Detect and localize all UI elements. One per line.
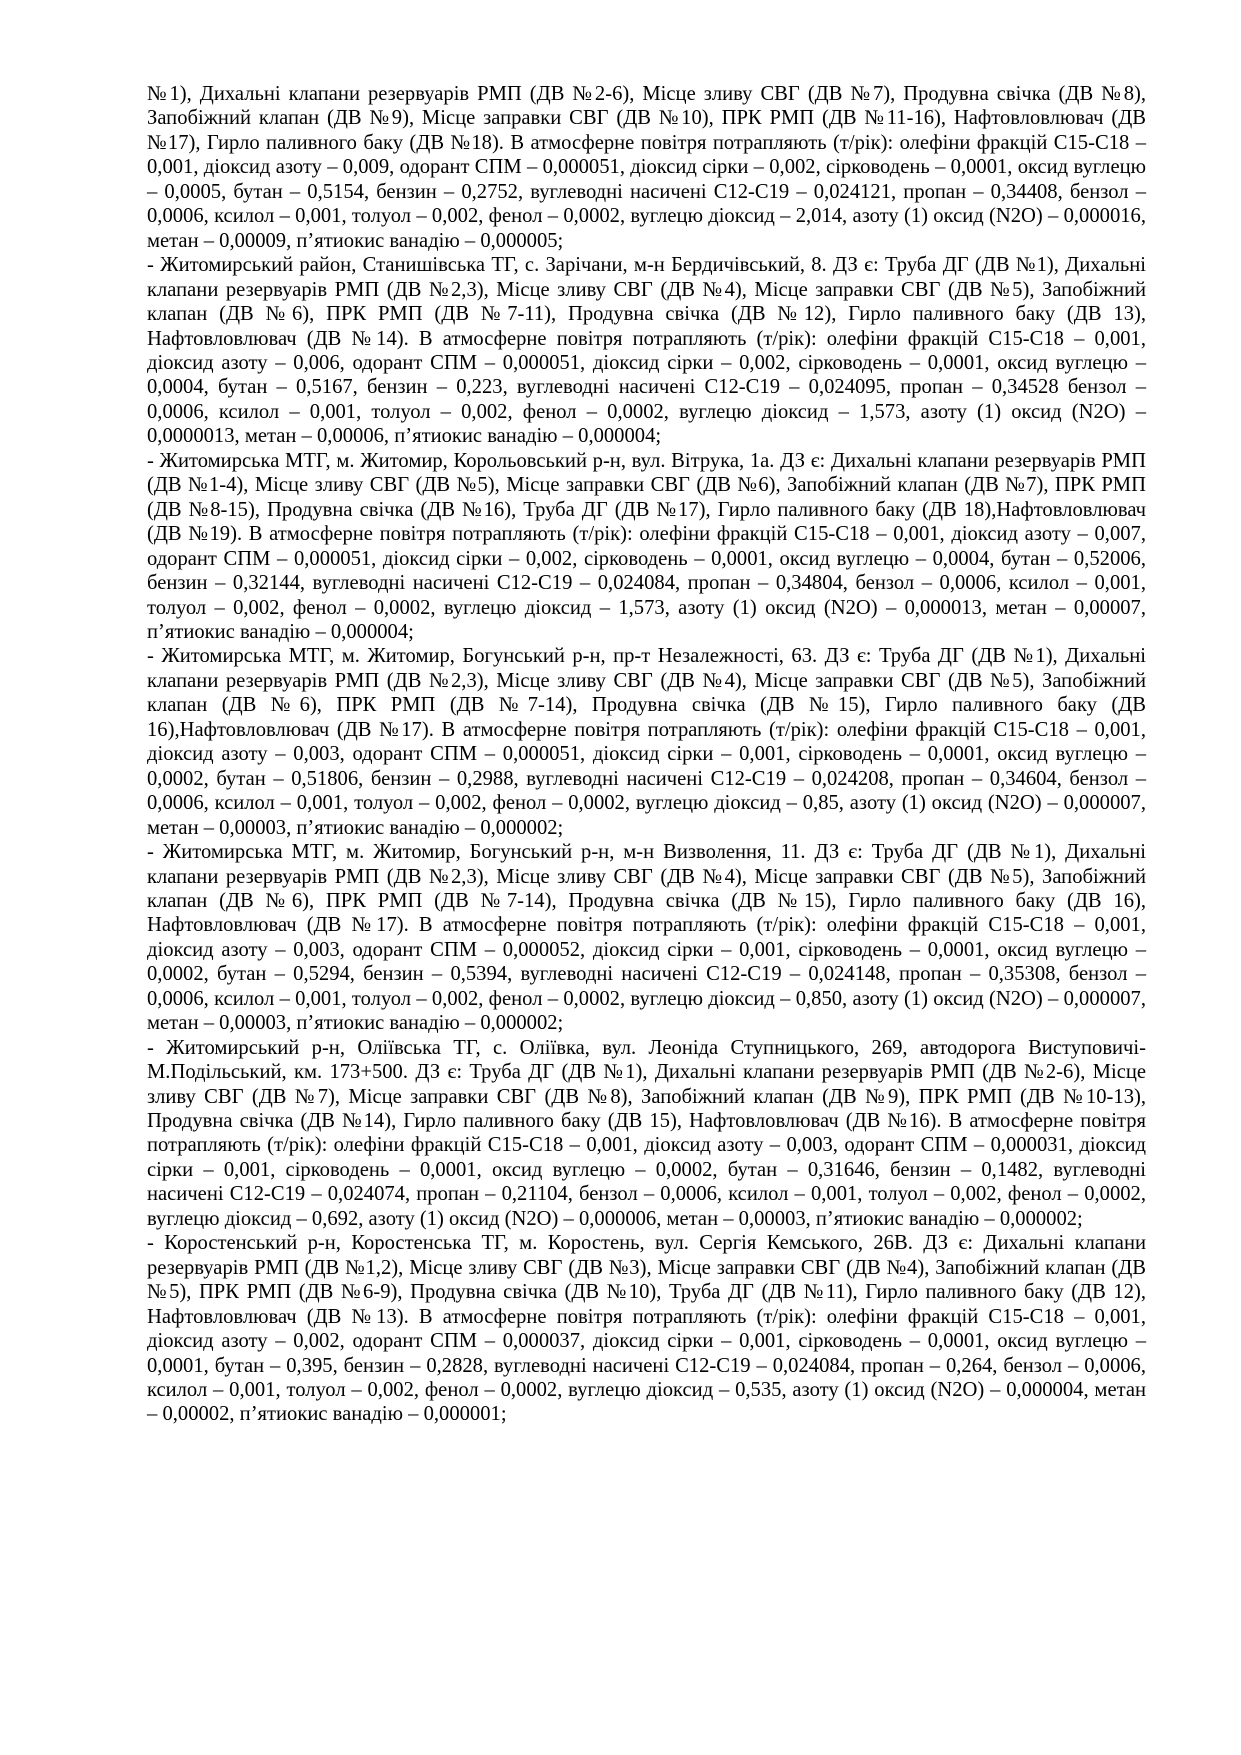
paragraph-korosten: - Коростенський р-н, Коростенська ТГ, м. Коростень, вул. Сергія Кемського, 26В. ДЗ є: Дихальні клапани резервуарів РМП (ДВ №1,2), Місце зливу СВГ (ДВ №3), Місце заправки СВГ (ДВ №4), Запобіжний клапан (ДВ №5), ПРК РМП (ДВ №6-9), Продувна свічка (ДВ №10), Труба ДГ (ДВ №11), Гирло паливного баку (ДВ 12), Нафтовловлювач (ДВ №13). В атмосферне повітря потрапляють (т/рік): олефіни фракцій С15-С18 – 0,001, діоксид азоту – 0,002, одорант СПМ – 0,000037, діоксид сірки – 0,001, сірководень – 0,0001, оксид вуглецю – 0,0001, бутан – 0,395, бензин – 0,2828, вуглеводні насичені С12-С19 – 0,024084, пропан – 0,264, бензол – 0,0006, ксилол – 0,001, толуол – 0,002, фенол – 0,0002, вуглецю діоксид – 0,535, азоту (1) оксид (N2O) – 0,000004, метан – 0,00002, п’ятиокис ванадію – 0,000001; bbox=[147, 1232, 1146, 1426]
paragraph-zarichany: - Житомирський район, Станишівська ТГ, с. Зарічани, м-н Бердичівський, 8. ДЗ є: Труба ДГ (ДВ №1), Дихальні клапани резервуарів РМП (ДВ №2,3), Місце зливу СВГ (ДВ №4), Місце заправки СВГ (ДВ №5), Запобіжний клапан (ДВ №6), ПРК РМП (ДВ №7-11), Продувна свічка (ДВ №12), Гирло паливного баку (ДВ 13), Нафтовловлювач (ДВ №14). В атмосферне повітря потрапляють (т/рік): олефіни фракцій С15-С18 – 0,001, діоксид азоту – 0,006, одорант СПМ – 0,000051, діоксид сірки – 0,002, сірководень – 0,0001, оксид вуглецю – 0,0004, бутан – 0,5167, бензин – 0,223, вуглеводні насичені С12-С19 – 0,024095, пропан – 0,34528 бензол – 0,0006, ксилол – 0,001, толуол – 0,002, фенол – 0,0002, вуглецю діоксид – 1,573, азоту (1) оксид (N2O) – 0,0000013, метан – 0,00006, п’ятиокис ванадію – 0,000004; bbox=[147, 254, 1146, 448]
paragraph-oliivka: - Житомирський р-н, Оліївська ТГ, с. Оліївка, вул. Леоніда Ступницького, 269, автодорога Виступовичі-М.Подільський, км. 173+500. ДЗ є: Труба ДГ (ДВ №1), Дихальні клапани резервуарів РМП (ДВ №2-6), Місце зливу СВГ (ДВ №7), Місце заправки СВГ (ДВ №8), Запобіжний клапан (ДВ №9), ПРК РМП (ДВ №10-13), Продувна свічка (ДВ №14), Гирло паливного баку (ДВ 15), Нафтовловлювач (ДВ №16). В атмосферне повітря потрапляють (т/рік): олефіни фракцій С15-С18 – 0,001, діоксид азоту – 0,003, одорант СПМ – 0,000031, діоксид сірки – 0,001, сірководень – 0,0001, оксид вуглецю – 0,0002, бутан – 0,31646, бензин – 0,1482, вуглеводні насичені С12-С19 – 0,024074, пропан – 0,21104, бензол – 0,0006, ксилол – 0,001, толуол – 0,002, фенол – 0,0002, вуглецю діоксид – 0,692, азоту (1) оксид (N2O) – 0,000006, метан – 0,00003, п’ятиокис ванадію – 0,000002; bbox=[147, 1036, 1146, 1230]
paragraph-vyzvolennia: - Житомирська МТГ, м. Житомир, Богунський р-н, м-н Визволення, 11. ДЗ є: Труба ДГ (ДВ №1), Дихальні клапани резервуарів РМП (ДВ №2,3), Місце зливу СВГ (ДВ №4), Місце заправки СВГ (ДВ №5), Запобіжний клапан (ДВ №6), ПРК РМП (ДВ №7-14), Продувна свічка (ДВ №15), Гирло паливного баку (ДВ 16), Нафтовловлювач (ДВ №17). В атмосферне повітря потрапляють (т/рік): олефіни фракцій С15-С18 – 0,001, діоксид азоту – 0,003, одорант СПМ – 0,000052, діоксид сірки – 0,001, сірководень – 0,0001, оксид вуглецю – 0,0002, бутан – 0,5294, бензин – 0,5394, вуглеводні насичені С12-С19 – 0,024148, пропан – 0,35308, бензол – 0,0006, ксилол – 0,001, толуол – 0,002, фенол – 0,0002, вуглецю діоксид – 0,850, азоту (1) оксид (N2O) – 0,000007, метан – 0,00003, п’ятиокис ванадію – 0,000002; bbox=[147, 841, 1146, 1035]
paragraph-continuation: №1), Дихальні клапани резервуарів РМП (ДВ №2-6), Місце зливу СВГ (ДВ №7), Продувна свічка (ДВ №8), Запобіжний клапан (ДВ №9), Місце заправки СВГ (ДВ №10), ПРК РМП (ДВ №11-16), Нафтовловлювач (ДВ №17), Гирло паливного баку (ДВ №18). В атмосферне повітря потрапляють (т/рік): олефіни фракцій С15-С18 – 0,001, діоксид азоту – 0,009, одорант СПМ – 0,000051, діоксид сірки – 0,002, сірководень – 0,0001, оксид вуглецю – 0,0005, бутан – 0,5154, бензин – 0,2752, вуглеводні насичені С12-С19 – 0,024121, пропан – 0,34408, бензол – 0,0006, ксилол – 0,001, толуол – 0,002, фенол – 0,0002, вуглецю діоксид – 2,014, азоту (1) оксид (N2O) – 0,000016, метан – 0,00009, п’ятиокис ванадію – 0,000005; bbox=[147, 83, 1146, 252]
document-page bbox=[147, 82, 1146, 1427]
paragraph-nezalezhnosti: - Житомирська МТГ, м. Житомир, Богунський р-н, пр-т Незалежності, 63. ДЗ є: Труба ДГ (ДВ №1), Дихальні клапани резервуарів РМП (ДВ №2,3), Місце зливу СВГ (ДВ №4), Місце заправки СВГ (ДВ №5), Запобіжний клапан (ДВ №6), ПРК РМП (ДВ №7-14), Продувна свічка (ДВ №15), Гирло паливного баку (ДВ 16),Нафтовловлювач (ДВ №17). В атмосферне повітря потрапляють (т/рік): олефіни фракцій С15-С18 – 0,001, діоксид азоту – 0,003, одорант СПМ – 0,000051, діоксид сірки – 0,001, сірководень – 0,0001, оксид вуглецю – 0,0002, бутан – 0,51806, бензин – 0,2988, вуглеводні насичені С12-С19 – 0,024208, пропан – 0,34604, бензол – 0,0006, ксилол – 0,001, толуол – 0,002, фенол – 0,0002, вуглецю діоксид – 0,85, азоту (1) оксид (N2O) – 0,000007, метан – 0,00003, п’ятиокис ванадію – 0,000002; bbox=[147, 645, 1146, 839]
paragraph-vitruka: - Житомирська МТГ, м. Житомир, Корольовський р-н, вул. Вітрука, 1а. ДЗ є: Дихальні клапани резервуарів РМП (ДВ №1-4), Місце зливу СВГ (ДВ №5), Місце заправки СВГ (ДВ №6), Запобіжний клапан (ДВ №7), ПРК РМП (ДВ №8-15), Продувна свічка (ДВ №16), Труба ДГ (ДВ №17), Гирло паливного баку (ДВ 18),Нафтовловлювач (ДВ №19). В атмосферне повітря потрапляють (т/рік): олефіни фракцій С15-С18 – 0,001, діоксид азоту – 0,007, одорант СПМ – 0,000051, діоксид сірки – 0,002, сірководень – 0,0001, оксид вуглецю – 0,0004, бутан – 0,52006, бензин – 0,32144, вуглеводні насичені С12-С19 – 0,024084, пропан – 0,34804, бензол – 0,0006, ксилол – 0,001, толуол – 0,002, фенол – 0,0002, вуглецю діоксид – 1,573, азоту (1) оксид (N2O) – 0,000013, метан – 0,00007, п’ятиокис ванадію – 0,000004; bbox=[147, 449, 1146, 643]
